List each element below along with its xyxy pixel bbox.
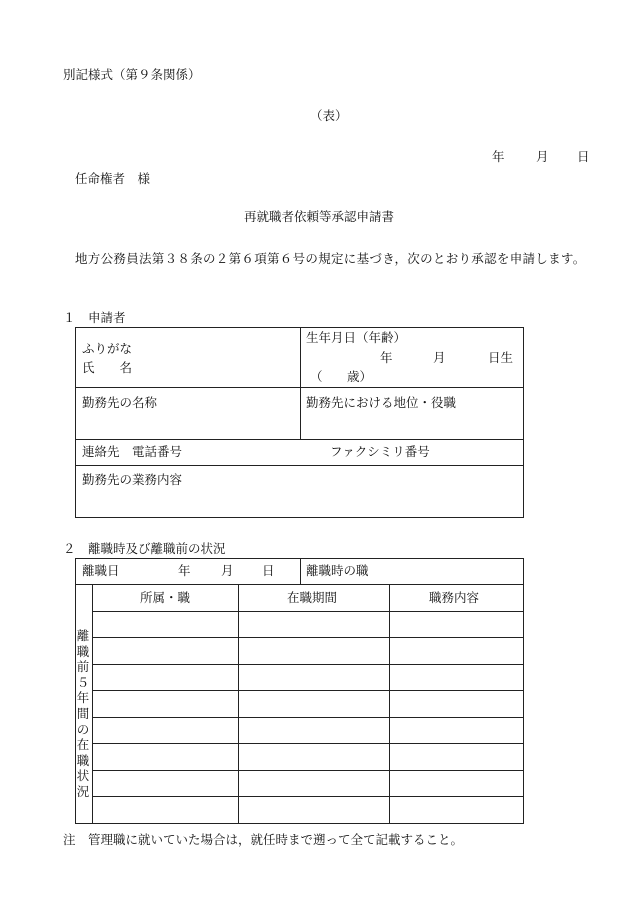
- retire-divider-v: [300, 558, 301, 584]
- employer-business-label: 勤務先の業務内容: [82, 472, 183, 487]
- applicant-divider-h1: [75, 387, 524, 388]
- applicant-divider-h3: [75, 465, 524, 466]
- section2-heading: ２ 離職時及び離職前の状況: [63, 541, 226, 556]
- history-row-line: [92, 717, 524, 718]
- side-char: 間: [76, 705, 90, 721]
- birth-month: 月: [433, 350, 446, 365]
- side-vertical-label: [75, 628, 91, 800]
- intro-paragraph: 地方公務員法第３８条の２第６項第６号の規定に基づき，次のとおり承認を申請します。: [75, 251, 586, 266]
- retire-year: 年: [178, 563, 191, 578]
- side-char: 職: [76, 643, 90, 659]
- side-column-divider: [92, 584, 93, 824]
- side-char: 年: [76, 690, 90, 706]
- retire-month: 月: [221, 563, 234, 578]
- col-duties-header: 職務内容: [429, 590, 480, 605]
- history-row-line: [92, 690, 524, 691]
- form-label: 別記様式（第９条関係）: [63, 67, 201, 82]
- side-char: 離: [76, 628, 90, 643]
- birth-year: 年: [380, 350, 393, 365]
- contact-phone-label: 連絡先 電話番号: [82, 444, 183, 459]
- age-close: 歳）: [347, 369, 373, 384]
- history-row-line: [92, 770, 524, 771]
- retire-day: 日: [262, 563, 275, 578]
- col-affiliation-header: 所属・職: [140, 590, 191, 605]
- col-divider-1: [238, 584, 239, 824]
- date-month: 月: [536, 149, 549, 164]
- age-open: （: [310, 369, 323, 384]
- side-char: 状: [76, 768, 90, 784]
- side-label: （表）: [310, 108, 348, 123]
- employer-name-label: 勤務先の名称: [82, 395, 158, 410]
- history-row-line: [92, 637, 524, 638]
- history-row-line: [92, 664, 524, 665]
- side-char: 職: [76, 752, 90, 768]
- fax-label: ファクシミリ番号: [330, 444, 430, 459]
- retire-post-label: 離職時の職: [306, 563, 369, 578]
- section1-heading: １ 申請者: [63, 310, 126, 325]
- applicant-divider-v: [300, 327, 301, 439]
- history-row-line: [92, 743, 524, 744]
- side-char: ５: [76, 674, 90, 690]
- history-divider-top: [75, 584, 524, 585]
- history-row-line: [92, 611, 524, 612]
- document-title: 再就職者依頼等承認申請書: [244, 209, 395, 224]
- retire-date-label: 離職日: [82, 563, 120, 578]
- addressee: 任命権者 様: [75, 171, 151, 186]
- applicant-divider-h2: [75, 439, 524, 440]
- birth-day: 日生: [488, 350, 514, 365]
- date-year: 年: [492, 149, 505, 164]
- side-char: の: [76, 721, 90, 737]
- side-char: 在: [76, 737, 90, 753]
- footnote: 注 管理職に就いていた場合は，就任時まで遡って全て記載すること。: [63, 832, 464, 847]
- name-label: 氏 名: [82, 360, 133, 375]
- employer-position-label: 勤務先における地位・役職: [306, 395, 457, 410]
- birth-label: 生年月日（年齢）: [306, 330, 407, 345]
- history-row-line: [92, 796, 524, 797]
- col-period-header: 在職期間: [287, 590, 338, 605]
- side-char: 前: [76, 659, 90, 675]
- col-divider-2: [389, 584, 390, 824]
- side-char: 況: [76, 783, 90, 799]
- date-day: 日: [577, 149, 590, 164]
- furigana-label: ふりがな: [82, 341, 133, 356]
